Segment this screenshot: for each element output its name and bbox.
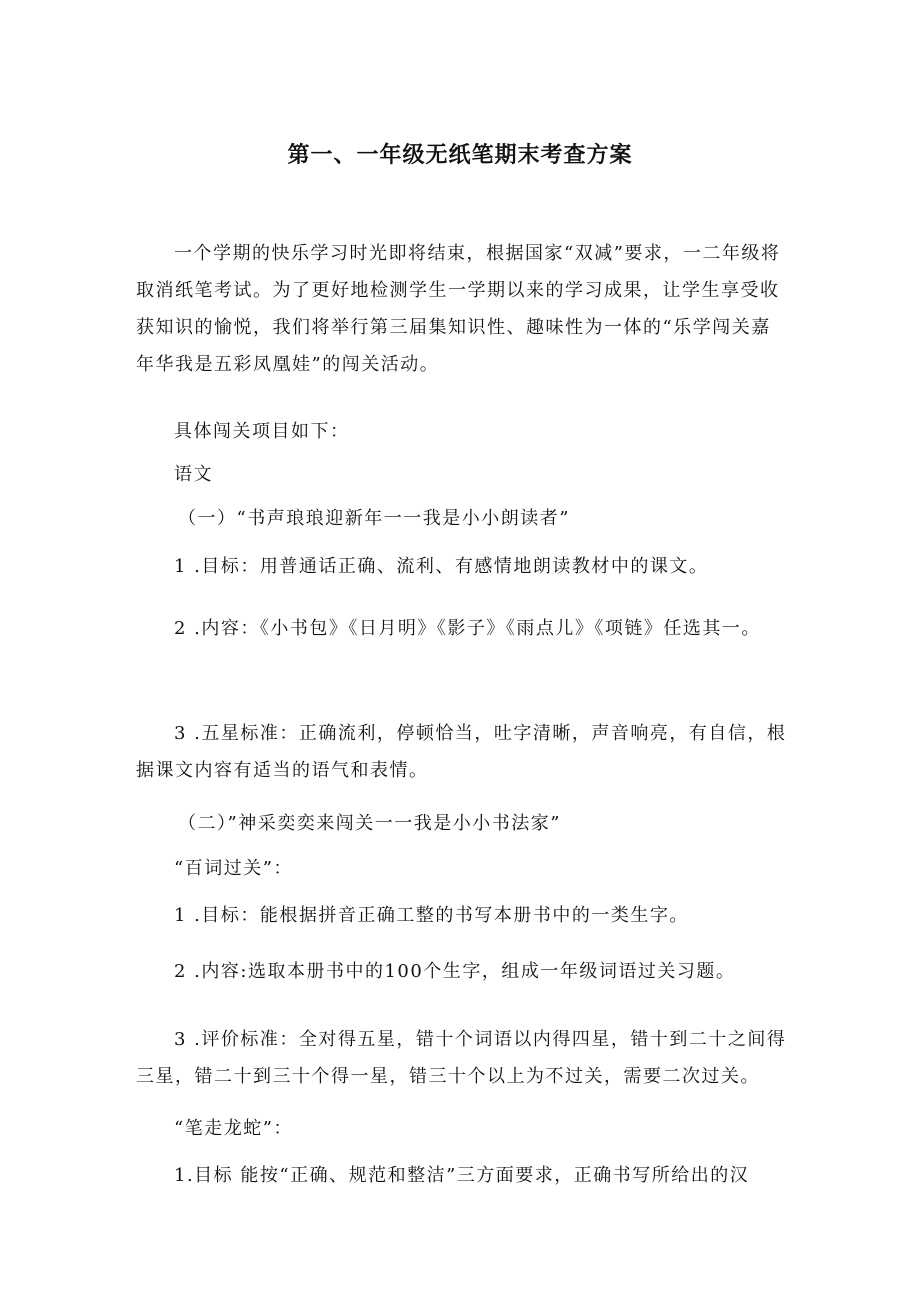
sub1-standard: 3 .评价标准：全对得五星，错十个词语以内得四星，错十到二十之间得三星，错二十到三十个得一星，错三十个以上为不过关，需要二次过关。 — [136, 1029, 787, 1087]
section1-goal: 1 .目标：用普通话正确、流利、有感情地朗读教材中的课文。 — [174, 556, 709, 577]
section2-heading: （二）”神采奕奕来闯关一一我是小小书法家” — [178, 813, 561, 834]
document-title: 第一、一年级无纸笔期末考查方案 — [287, 143, 633, 168]
sub2-title: “笔走龙蛇”： — [174, 1118, 293, 1139]
intro-paragraph: 一个学期的快乐学习时光即将结束，根据国家“双减”要求，一二年级将取消纸笔考试。为了更好地检测学生一学期以来的学习成果，让学生享受收获知识的愉悦，我们将举行第三届集知识性、趣味性为一体的“乐学闯关嘉年华我是五彩凤凰娃”的闯关活动。 — [136, 243, 781, 375]
sub2-goal: 1.目标 能按“正确、规范和整洁”三方面要求，正确书写所给出的汉 — [174, 1165, 750, 1186]
subject-label: 语文 — [174, 464, 213, 485]
section1-content: 2 .内容：《小书包》《日月明》《影子》《雨点儿》《项链》任选其一。 — [174, 618, 761, 639]
sub1-content: 2 .内容:选取本册书中的100个生字，组成一年级词语过关习题。 — [174, 961, 736, 982]
section1-standard: 3 .五星标准：正确流利，停顿恰当，吐字清晰，声音响亮，有自信，根据课文内容有适当的语气和表情。 — [136, 723, 787, 781]
sub1-title: “百词过关”： — [174, 858, 293, 879]
sub1-goal: 1 .目标：能根据拼音正确工整的书写本册书中的一类生字。 — [174, 905, 689, 926]
items-heading: 具体闯关项目如下： — [174, 421, 350, 442]
section1-heading: （一）“书声琅琅迎新年一一我是小小朗读者” — [178, 508, 570, 529]
